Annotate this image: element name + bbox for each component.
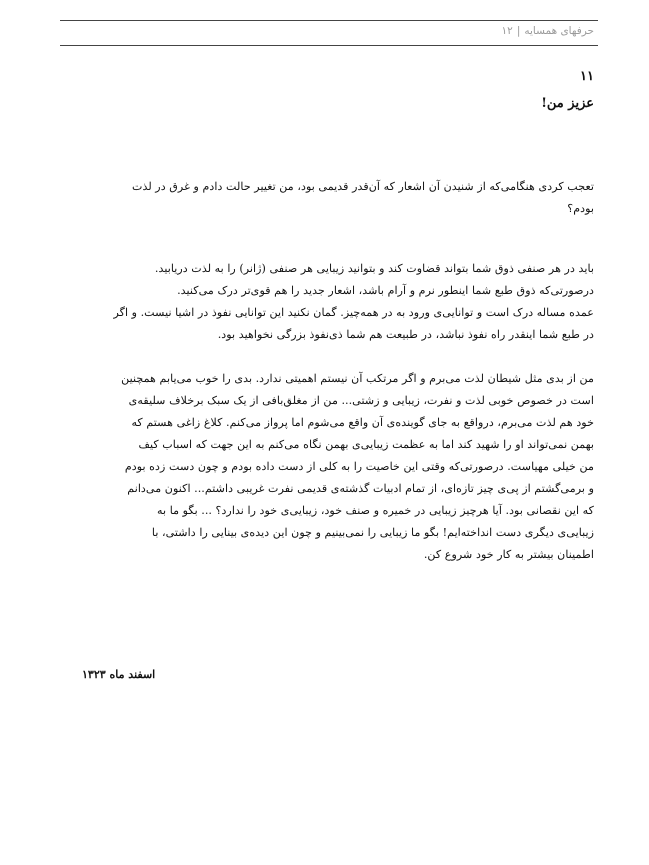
book-title: حرفهای همسایه	[524, 25, 594, 37]
paragraph-line: که این نقصانی بود. آیا هرچیز زیبایی در خمیره و صنف خود، زیبایی‌ی خود را ندارد؟ ... بگو ما به	[157, 504, 594, 517]
paragraph-line: من خیلی مهیاست. درصورتی‌که وقتی این خاصیت را به کلی از دست داده بودم و چون دست زده بودم	[124, 460, 594, 473]
running-header	[60, 20, 598, 46]
paragraph-2	[54, 258, 594, 346]
salutation: عزیز من!	[541, 96, 594, 111]
paragraph-line: باید در هر صنفی ذوق شما بتواند قضاوت کند و بتوانید زیبایی هر صنفی (ژانر) را به لذت دریابید.	[154, 262, 594, 275]
paragraph-line: زیبایی‌ی دیگری دست انداخته‌ایم! بگو ما زیبایی را نمی‌بینیم و چون این دیده‌ی بینایی را داشتی، با	[151, 526, 594, 539]
paragraph-line: تعجب کردی هنگامی‌که از شنیدن آن اشعار که آن‌قدر قدیمی بود، من تغییر حالت دادم و غرق در لذت	[131, 180, 594, 193]
paragraph-line: بودم؟	[567, 202, 594, 215]
header-separator: |	[516, 25, 521, 37]
paragraph-line: درصورتی‌که ذوق طبع شما اینطور نرم و آرام باشد، اشعار جدید را هم قوی‌تر درک می‌کنید.	[177, 284, 594, 297]
paragraph-3	[54, 368, 594, 566]
paragraph-line: است در خصوص خوبی لذت و نفرت، زیبایی و زشتی... من از مغلق‌بافی از یک سبک برخلاف سلیقه‌ی	[128, 394, 594, 407]
paragraph-1	[54, 176, 594, 220]
page-number: ۱۲	[501, 25, 513, 37]
paragraph-line: در طبع شما اینقدر راه نفوذ نباشد، در طبیعت هم شما ذی‌نفوذ بزرگی نخواهید بود.	[217, 328, 594, 341]
paragraph-line: بهمن نمی‌تواند او را شهید کند اما به عظمت زیبایی‌ی بهمن نگاه می‌کنم به این جهت که اسباب کیف	[138, 438, 594, 451]
letter-date: اسفند ماه ۱۳۲۳	[82, 668, 156, 681]
paragraph-line: من از بدی مثل شیطان لذت می‌برم و اگر مرتکب آن نیستم اهمیتی ندارد. بدی را خوب می‌یابم همچنین	[121, 372, 594, 385]
paragraph-line: و برمی‌گشتم از پی‌ی چیز تازه‌ای، از تمام ادبیات گذشته‌ی قدیمی نفرت غریبی داشتم... اکنون می‌دانم	[127, 482, 594, 495]
paragraph-line: اطمینان بیشتر به کار خود شروع کن.	[423, 548, 594, 561]
paragraph-line: عمده مساله درک است و توانایی‌ی ورود به در همه‌چیز. گمان نکنید این توانایی نفوذ در اشیا نیست. و اگر	[113, 306, 594, 319]
paragraph-line: خود هم لذت می‌برم، درواقع به جای گوینده‌ی آن واقع می‌شوم اما پرواز می‌کنم. کلاغ زاغی هستم که	[131, 416, 594, 429]
letter-number: ۱۱	[580, 69, 594, 84]
running-head-text	[502, 25, 594, 37]
